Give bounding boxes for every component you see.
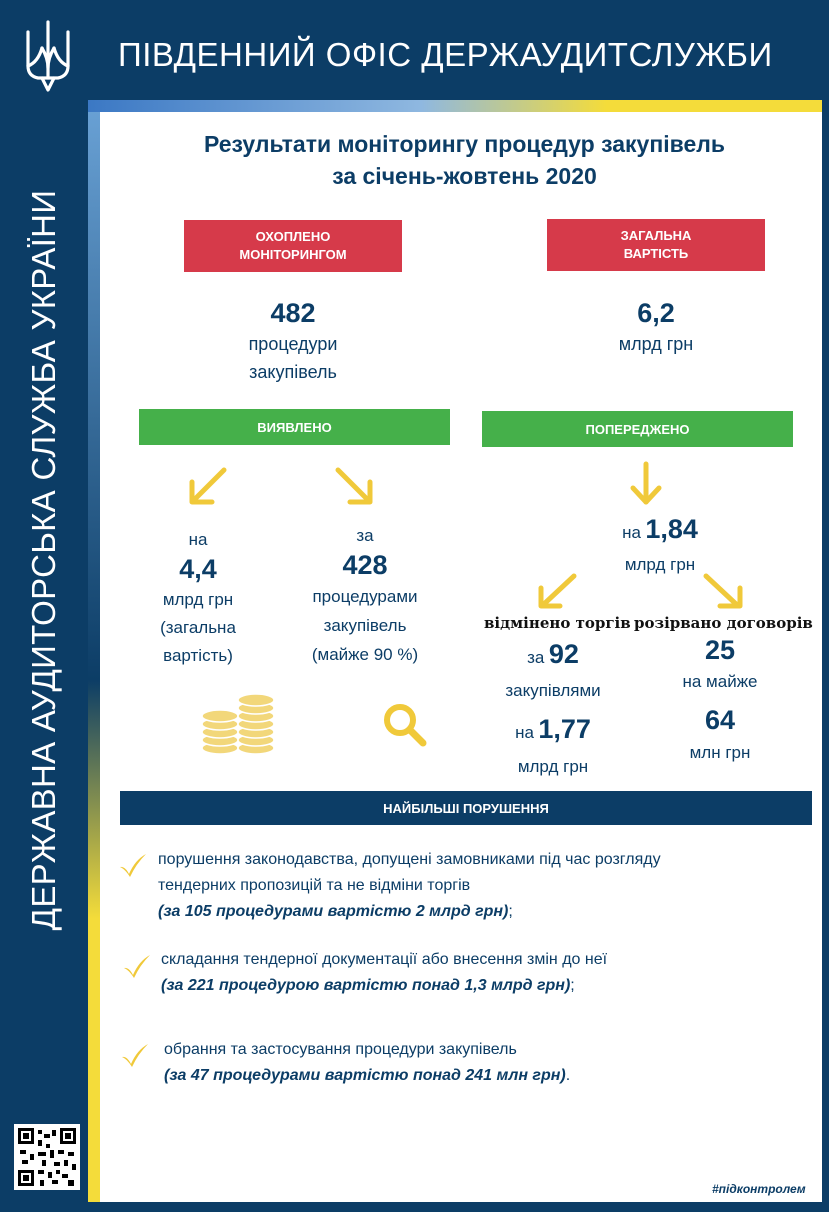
cancelled-amount-unit: млрд грн bbox=[517, 757, 589, 776]
violations-title: НАЙБІЛЬШІ ПОРУШЕННЯ bbox=[383, 800, 549, 816]
violation-item-2-detail-line bbox=[161, 973, 801, 999]
arrow-down-right-icon bbox=[702, 572, 746, 610]
violation-item-2-detail: (за 221 процедурою вартістю понад 1,3 млрд грн) bbox=[161, 977, 571, 994]
revealed-right-unit-line2: закупівель bbox=[323, 616, 407, 635]
terminated-amount: 64 bbox=[704, 705, 736, 735]
prevented-total bbox=[560, 512, 760, 579]
violation-item-2-tail: ; bbox=[570, 977, 575, 994]
revealed-right-prefix: за bbox=[356, 526, 374, 545]
cancelled-amount: 1,77 bbox=[538, 714, 591, 744]
cancelled-count-line bbox=[478, 636, 628, 677]
arrow-down-right-icon bbox=[334, 466, 378, 506]
magnifier-icon bbox=[380, 700, 428, 748]
total-label-line1: ЗАГАЛЬНА bbox=[620, 228, 692, 243]
qr-code-icon[interactable] bbox=[14, 1124, 80, 1190]
page-title-line1: Результати моніторингу процедур закупівель bbox=[204, 131, 725, 157]
revealed-left-unit: млрд грн bbox=[162, 590, 234, 609]
violation-item-1 bbox=[158, 847, 808, 925]
terminated-amount-unit: млн грн bbox=[689, 743, 751, 762]
violation-item-3-tail: . bbox=[565, 1067, 571, 1084]
revealed-right-unit-line1: процедурами bbox=[312, 587, 418, 606]
total-label-line2: ВАРТІСТЬ bbox=[623, 246, 689, 261]
cancelled-amount-line bbox=[478, 709, 628, 754]
revealed-left-stats bbox=[128, 528, 268, 670]
covered-unit-line2: закупівель bbox=[249, 362, 337, 382]
hashtag[interactable]: #підконтролем bbox=[712, 1182, 806, 1196]
prevented-label: ПОПЕРЕДЖЕНО bbox=[585, 421, 690, 437]
covered-stats bbox=[184, 296, 402, 386]
total-stats bbox=[547, 296, 765, 358]
revealed-label-box bbox=[139, 409, 450, 445]
coins-icon bbox=[200, 690, 278, 756]
terminated-count: 25 bbox=[704, 635, 736, 665]
violation-item-1-line1: порушення законодавства, допущені замовниками під час розгляду bbox=[158, 851, 661, 868]
prevented-unit: млрд грн bbox=[624, 555, 696, 574]
violations-title-box bbox=[120, 791, 812, 825]
terminated-stats bbox=[645, 632, 795, 766]
terminated-count-unit: на майже bbox=[682, 672, 758, 691]
cancelled-stats bbox=[478, 636, 628, 780]
cancelled-prefix: за bbox=[527, 648, 545, 667]
total-label-box bbox=[547, 219, 765, 271]
violation-item-1-tail: ; bbox=[508, 903, 513, 920]
covered-label-line1: ОХОПЛЕНО bbox=[255, 229, 331, 244]
side-accent-yellow bbox=[88, 680, 100, 1210]
sidebar-title: ДЕРЖАВНА АУДИТОРСЬКА СЛУЖБА УКРАЇНИ bbox=[25, 189, 62, 931]
revealed-left-value: 4,4 bbox=[179, 554, 217, 584]
total-unit: млрд грн bbox=[618, 334, 694, 354]
violation-item-3-line1: обрання та застосування процедури закупівель bbox=[164, 1041, 517, 1058]
covered-value: 482 bbox=[270, 298, 316, 328]
prevented-label-box bbox=[482, 411, 793, 447]
violation-item-2 bbox=[161, 947, 801, 999]
prevented-value: 1,84 bbox=[645, 514, 698, 544]
checkmark-icon bbox=[120, 1042, 150, 1068]
arrow-down-icon bbox=[628, 460, 664, 508]
side-accent-blue bbox=[88, 100, 100, 680]
revealed-label: ВИЯВЛЕНО bbox=[257, 419, 332, 435]
revealed-right-value: 428 bbox=[342, 550, 388, 580]
cancelled-count-unit: закупівлями bbox=[505, 681, 601, 700]
covered-label-line2: МОНІТОРИНГОМ bbox=[239, 247, 347, 262]
arrow-down-left-icon bbox=[186, 466, 230, 506]
cancelled-label: відмінено торгів bbox=[484, 614, 631, 632]
header-title: ПІВДЕННИЙ ОФІС ДЕРЖАУДИТСЛУЖБИ bbox=[118, 36, 773, 73]
top-accent-stripe bbox=[88, 100, 829, 112]
page-title-line2: за січень-жовтень 2020 bbox=[332, 163, 597, 189]
revealed-right-stats bbox=[290, 524, 440, 669]
violation-item-1-line2: тендерних пропозицій та не відміни торгів bbox=[158, 877, 471, 894]
revealed-right-note: (майже 90 %) bbox=[311, 645, 419, 664]
bottom-border bbox=[88, 1202, 829, 1212]
cancelled-amount-prefix: на bbox=[515, 723, 534, 742]
covered-label-box bbox=[184, 220, 402, 272]
revealed-left-note-line1: (загальна bbox=[160, 618, 236, 637]
cancelled-count: 92 bbox=[548, 639, 579, 669]
page-title bbox=[100, 128, 829, 192]
prevented-prefix: на bbox=[622, 523, 641, 542]
violation-item-2-line1: складання тендерної документації або внесення змін до неї bbox=[161, 951, 608, 968]
revealed-left-note-line2: вартість) bbox=[163, 646, 233, 665]
total-value: 6,2 bbox=[637, 298, 675, 328]
violation-item-1-detail: (за 105 процедурами вартістю 2 млрд грн) bbox=[158, 903, 509, 920]
terminated-label: розірвано договорів bbox=[634, 614, 813, 632]
checkmark-icon bbox=[118, 852, 148, 878]
covered-unit-line1: процедури bbox=[248, 334, 338, 354]
violation-item-3-detail: (за 47 процедурами вартістю понад 241 млн грн) bbox=[164, 1067, 566, 1084]
violation-item-1-detail-line bbox=[158, 899, 808, 925]
arrow-down-left-icon bbox=[536, 572, 580, 610]
violation-item-3 bbox=[164, 1037, 804, 1089]
revealed-left-prefix: на bbox=[188, 530, 208, 549]
right-border bbox=[822, 100, 829, 1212]
violation-item-3-detail-line bbox=[164, 1063, 804, 1089]
checkmark-icon bbox=[122, 953, 152, 979]
trident-icon bbox=[20, 18, 76, 94]
prevented-total-line bbox=[560, 512, 760, 551]
